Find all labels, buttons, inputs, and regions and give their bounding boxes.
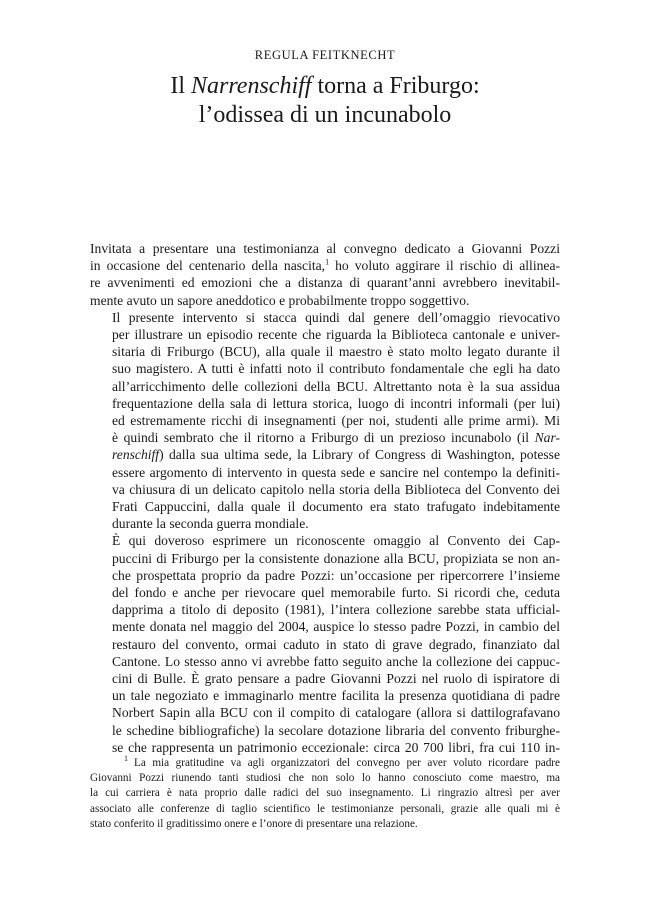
text-line: Frati Cappuccini, dalla quale il documento era stato trafugato indebitamente [112, 499, 560, 515]
text-line: un tale negoziato e immaginarlo mentre facilita la presenza quotidiana di padre [112, 688, 560, 704]
footnote-line: stato conferito il graditissimo onere e l’onore di presentare una relazione. [90, 817, 418, 830]
italic-text: Nar- [534, 430, 560, 446]
footnote-line [90, 756, 560, 771]
text-line: che prospettata proprio da padre Pozzi: un’occasione per ripercorrere l’insieme [112, 567, 560, 583]
author-name: REGULA FEITKNECHT [254, 48, 396, 62]
text-line: Norbert Sapin alla BCU con il compito di catalogare (allora si dattilografavano [112, 705, 560, 721]
footnote-line: Giovanni Pozzi riunendo tanti studiosi che non solo lo hanno conosciuto come maestro, ma [90, 772, 560, 785]
text-span: ho voluto aggirare il rischio di allinea- [329, 258, 560, 274]
text-line [90, 257, 560, 274]
text-line: per illustrare un episodio recente che riguarda la Biblioteca cantonale e univer- [112, 327, 560, 343]
article-title [0, 72, 650, 130]
text-line: mente donata nel maggio del 2004, auspice lo stesso padre Pozzi, in cambio del [112, 619, 560, 635]
text-line: mente avuto un sapore aneddotico e probabilmente troppo soggettivo. [90, 292, 470, 308]
paragraph-1 [90, 240, 560, 309]
text-line [90, 446, 560, 463]
title-text: Il [170, 73, 191, 99]
footnote-number: 1 [124, 754, 128, 764]
title-italic-text: Narrenschiff [191, 73, 312, 99]
italic-text: renschiff [112, 447, 160, 463]
text-line: dapprima a titolo di deposito (1981), l’intera collezione sarebbe stata ufficial- [112, 602, 560, 618]
text-line: cini di Bulle. È grato pensare a padre Giovanni Pozzi nel ruolo di ispiratore di [112, 671, 560, 687]
text-line: se che rappresenta un patrimonio eccezionale: circa 20 700 libri, fra cui 110 in- [112, 739, 560, 755]
text-line: va chiusura di un delicato capitolo nella storia della Biblioteca del Convento dei [112, 481, 560, 497]
text-line: durante la seconda guerra mondiale. [112, 516, 309, 532]
text-line: del fondo e anche per rievocare quel memorabile furto. Si ricordi che, ceduta [112, 585, 560, 601]
text-span: è quindi sembrato che il ritorno a Friburgo di un prezioso incunabolo (il [112, 430, 535, 446]
text-line: ed estremamente ricchi di insegnamenti (per noi, studenti alle prime armi). Mi [112, 413, 560, 429]
paragraph-3 [90, 532, 560, 756]
title-line-1 [0, 72, 650, 101]
text-line [90, 429, 560, 446]
title-text: torna a Friburgo: [311, 73, 480, 99]
text-span: La mia gratitudine va agli organizzatori del convegno per aver voluto ricordare padre [134, 757, 560, 769]
text-line: frequentazione della sala di lettura storica, luogo di incontri informali (per lui) [112, 395, 560, 411]
footnote-ref[interactable]: 1 [325, 257, 330, 267]
title-line-2: l’odissea di un incunabolo [198, 102, 452, 128]
text-span: ) dalla sua ultima sede, la Library of Congress di Washington, potesse [159, 447, 560, 463]
text-line: Il presente intervento si stacca quindi dal genere dell’omaggio rievocativo [112, 309, 560, 325]
text-line: restauro del convento, ormai caduto in stato di grave degrado, finanziato dal [112, 636, 560, 652]
text-line: È qui doveroso esprimere un riconoscente omaggio al Convento dei Cap- [112, 533, 560, 549]
footnote [90, 756, 560, 832]
paragraph-2 [90, 309, 560, 533]
text-span: in occasione del centenario della nascita, [90, 258, 326, 274]
text-line: essere argomento di intervento in questa sede e sancire nel contempo la definiti- [112, 464, 560, 480]
footnote-line: associato alle conferenze di taglio scientifico le testimonianze personali, grazie alle quali mi è [90, 802, 560, 815]
article-body [90, 240, 560, 756]
text-line: Invitata a presentare una testimonianza al convegno dedicato a Giovanni Pozzi [90, 241, 560, 256]
text-line: all’arricchimento delle collezioni della BCU. Altrettanto nota è la sua assidua [112, 378, 560, 394]
text-line: le schedine bibliografiche) la secolare dotazione libraria del convento friburghe- [112, 722, 560, 738]
text-line: puccini di Friburgo per la consistente donazione alla BCU, propiziata se non an- [112, 550, 560, 566]
text-line: sitaria di Friburgo (BCU), alla quale il maestro è stato molto legato durante il [112, 344, 560, 360]
text-line: suo magistero. A tutti è infatti noto il contributo fondamentale che egli ha dato [112, 361, 560, 377]
text-line: Cantone. Lo stesso anno vi avrebbe fatto seguito anche la collezione dei cappuc- [112, 653, 560, 669]
footnote-line: la cui carriera è nata proprio dalle radici del suo insegnamento. Li ringrazio altresì per aver [90, 787, 560, 800]
text-line: re avvenimenti ed emozioni che a distanza di quarant’anni avrebbero inevitabil- [90, 275, 560, 291]
